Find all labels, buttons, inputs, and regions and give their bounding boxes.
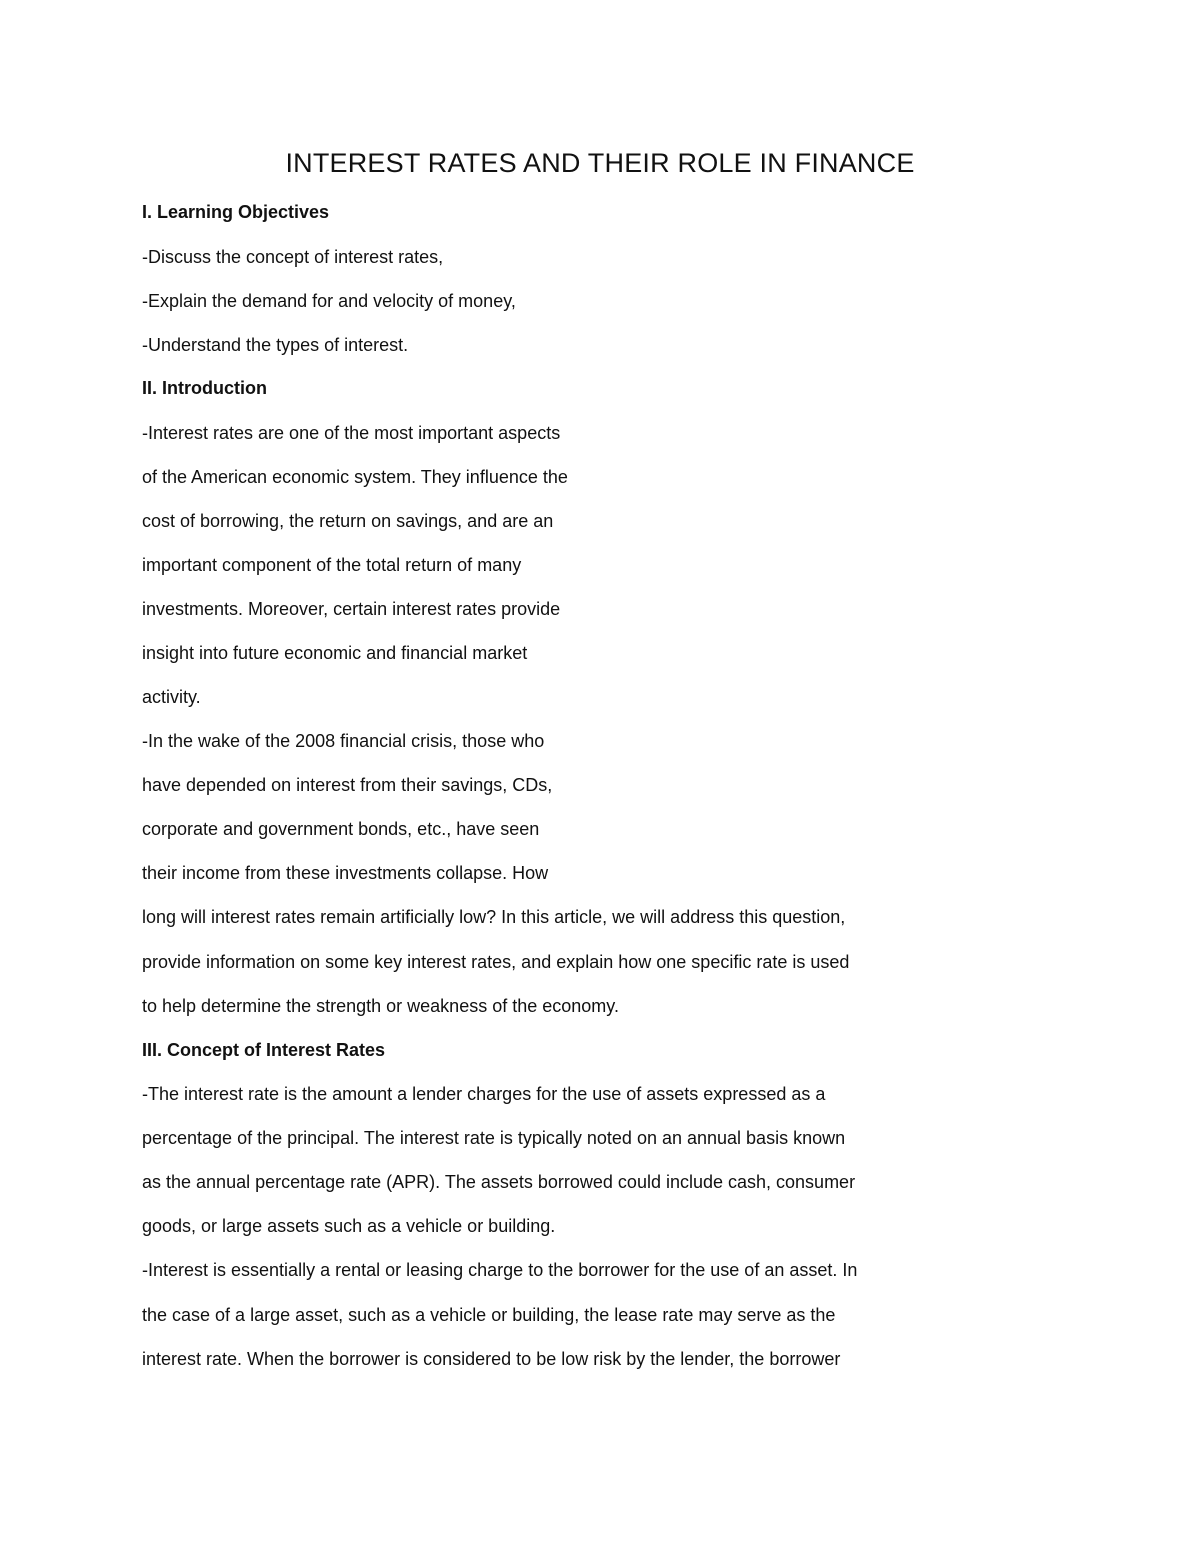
body-line: -Discuss the concept of interest rates,: [142, 247, 444, 267]
body-line: provide information on some key interest rates, and explain how one specific rate is used: [142, 952, 850, 972]
body-line: goods, or large assets such as a vehicle or building.: [142, 1216, 556, 1236]
body-line: -The interest rate is the amount a lender charges for the use of assets expressed as a: [142, 1084, 826, 1104]
section-heading-learning-objectives: I. Learning Objectives: [142, 202, 330, 222]
body-line: interest rate. When the borrower is considered to be low risk by the lender, the borrower: [142, 1349, 841, 1369]
body-line: -In the wake of the 2008 financial crisis, those who: [142, 731, 545, 751]
body-line: cost of borrowing, the return on savings, and are an: [142, 511, 554, 531]
body-line: important component of the total return of many: [142, 555, 522, 575]
body-line: of the American economic system. They influence the: [142, 467, 568, 487]
body-line: activity.: [142, 687, 201, 707]
body-line: their income from these investments collapse. How: [142, 863, 549, 883]
body-line: corporate and government bonds, etc., have seen: [142, 819, 540, 839]
body-line: to help determine the strength or weakness of the economy.: [142, 996, 619, 1016]
section-heading-introduction: II. Introduction: [142, 378, 267, 398]
body-line: -Interest rates are one of the most important aspects: [142, 423, 561, 443]
body-line: have depended on interest from their savings, CDs,: [142, 775, 553, 795]
body-line: -Explain the demand for and velocity of money,: [142, 291, 516, 311]
body-line: as the annual percentage rate (APR). The assets borrowed could include cash, consumer: [142, 1172, 856, 1192]
body-line: investments. Moreover, certain interest rates provide: [142, 599, 561, 619]
body-line: -Interest is essentially a rental or leasing charge to the borrower for the use of an asset. In: [142, 1260, 858, 1280]
body-line: the case of a large asset, such as a vehicle or building, the lease rate may serve as the: [142, 1305, 836, 1325]
body-line: percentage of the principal. The interest rate is typically noted on an annual basis known: [142, 1128, 846, 1148]
section-heading-concept-of-interest-rates: III. Concept of Interest Rates: [142, 1040, 386, 1060]
body-line: insight into future economic and financial market: [142, 643, 528, 663]
body-line: long will interest rates remain artificially low? In this article, we will address this question,: [142, 907, 846, 927]
body-line: -Understand the types of interest.: [142, 335, 409, 355]
document-title: INTEREST RATES AND THEIR ROLE IN FINANCE: [285, 148, 915, 178]
